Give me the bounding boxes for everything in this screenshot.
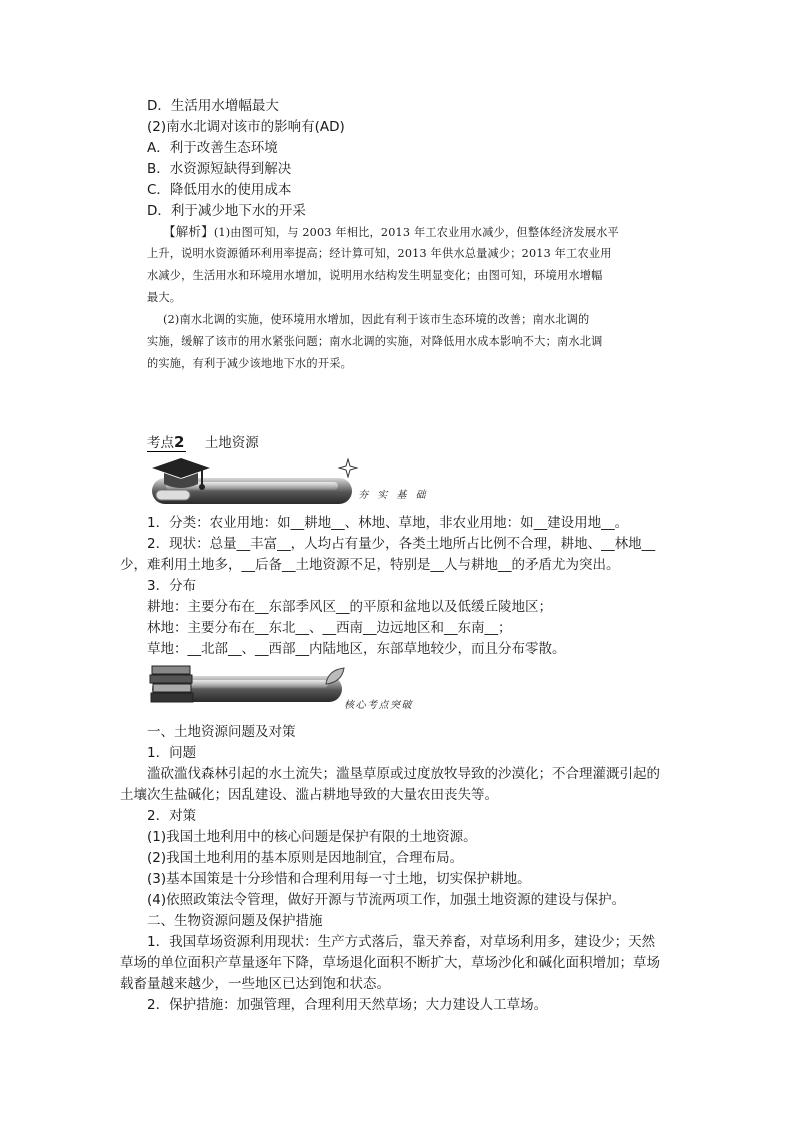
core-measure-2: (2)我国土地利用的基本原则是因地制宜，合理布局。 [147,850,464,866]
basics-q1: 1．分类：农业用地：如__耕地__、林地、草地，非农业用地：如__建设用地__。 [147,515,629,531]
sparkle-icon [338,458,358,478]
option-a-line: A．利于改善生态环境 [147,140,278,156]
core-bio-line-3: 载畜量越来越少，一些地区已达到饱和状态。 [120,976,390,992]
graduation-cap-icon [150,456,212,504]
analysis-line-1 [163,222,619,243]
option-d2-line: D．利于减少地下水的开采 [147,203,306,219]
basics-q3: 3．分布 [147,578,197,594]
core-measure-1: (1)我国土地利用中的核心问题是保护有限的土地资源。 [147,829,477,845]
basics-q2-line1: 2．现状：总量__丰富__，人均占有量少，各类土地所占比例不合理，耕地、__林地__ [147,536,656,552]
basics-caodi: 草地：__北部__、__西部__内陆地区，东部草地较少，而且分布零散。 [147,641,566,657]
topic-number: 2 [174,433,185,451]
banner-basics-label: 夯 实 基 础 [358,490,429,501]
core-problem-line-1: 滥砍滥伐森林引起的水土流失；滥垦草原或过度放牧导致的沙漠化；不合理灌溉引起的 [147,766,660,782]
core-bio-line-2: 草场的单位面积产草量逐年下降，草场退化面积不断扩大，草场沙化和碱化面积增加；草场 [120,955,660,971]
core-heading-1: 一、土地资源问题及对策 [147,724,296,740]
basics-gengdi: 耕地：主要分布在__东部季风区__的平原和盆地以及低缓丘陵地区； [147,599,552,615]
option-c-line: C．降低用水的使用成本 [147,182,292,198]
option-b-line: B．水资源短缺得到解决 [147,161,292,177]
option-d-line: D．生活用水增幅最大 [147,98,279,114]
core-subheading-problem: 1．问题 [147,745,197,761]
topic-prefix-box [147,435,186,452]
books-stack-icon [148,662,196,706]
core-problem-line-2: 土壤次生盐碱化；因乱建设、滥占耕地导致的大量农田丧失等。 [120,787,498,803]
basics-q2-line2: 少，难利用土地多，__后备__土地资源不足，特别是__人与耕地__的矛盾尤为突出。 [120,557,620,573]
analysis-line-3: 水减少，生活用水和环境用水增加，说明用水结构发生明显变化；由图可知，环境用水增幅 [147,269,603,282]
banner-core-label: 核心考点突破 [344,700,413,711]
analysis-line-6: 实施，缓解了该市的用水紧张问题；南水北调的实施，对降低用水成本影响不大；南水北调 [147,335,603,348]
basics-lindi: 林地：主要分布在__东北__、__西南__边远地区和__东南__； [147,620,512,636]
analysis-line-5: (2)南水北调的实施，使环境用水增加，因此有利于该市生态环境的改善；南水北调的 [163,313,590,326]
core-heading-2: 二、生物资源问题及保护措施 [147,913,323,929]
leaf-icon [324,666,346,686]
question-2-line: (2)南水北调对该市的影响有(AD) [147,119,345,135]
core-subheading-measures: 2．对策 [147,808,197,824]
topic-heading [147,432,259,453]
topic-title: 土地资源 [204,435,259,451]
analysis-label: 【解析】 [163,224,214,239]
analysis-text: (1)由图可知，与 2003 年相比，2013 年工农业用水减少，但整体经济发展水平 [213,226,619,239]
analysis-line-7: 的实施，有利于减少该地地下水的开采。 [147,357,352,370]
analysis-line-4: 最大。 [147,291,182,304]
core-measure-4: (4)依照政策法令管理，做好开源与节流两项工作，加强土地资源的建设与保护。 [147,892,626,908]
analysis-line-2: 上升，说明水资源循环利用率提高；经计算可知，2013 年供水总量减少；2013 年工农业用 [147,247,612,260]
core-bio-line-1: 1．我国草场资源利用现状：生产方式落后，靠天养畜，对草场利用多，建设少；天然 [147,934,656,950]
topic-prefix: 考点 [147,435,174,451]
core-bio-line-4: 2．保护措施：加强管理，合理利用天然草场；大力建设人工草场。 [147,997,548,1013]
core-measure-3: (3)基本国策是十分珍惜和合理利用每一寸土地，切实保护耕地。 [147,871,531,887]
